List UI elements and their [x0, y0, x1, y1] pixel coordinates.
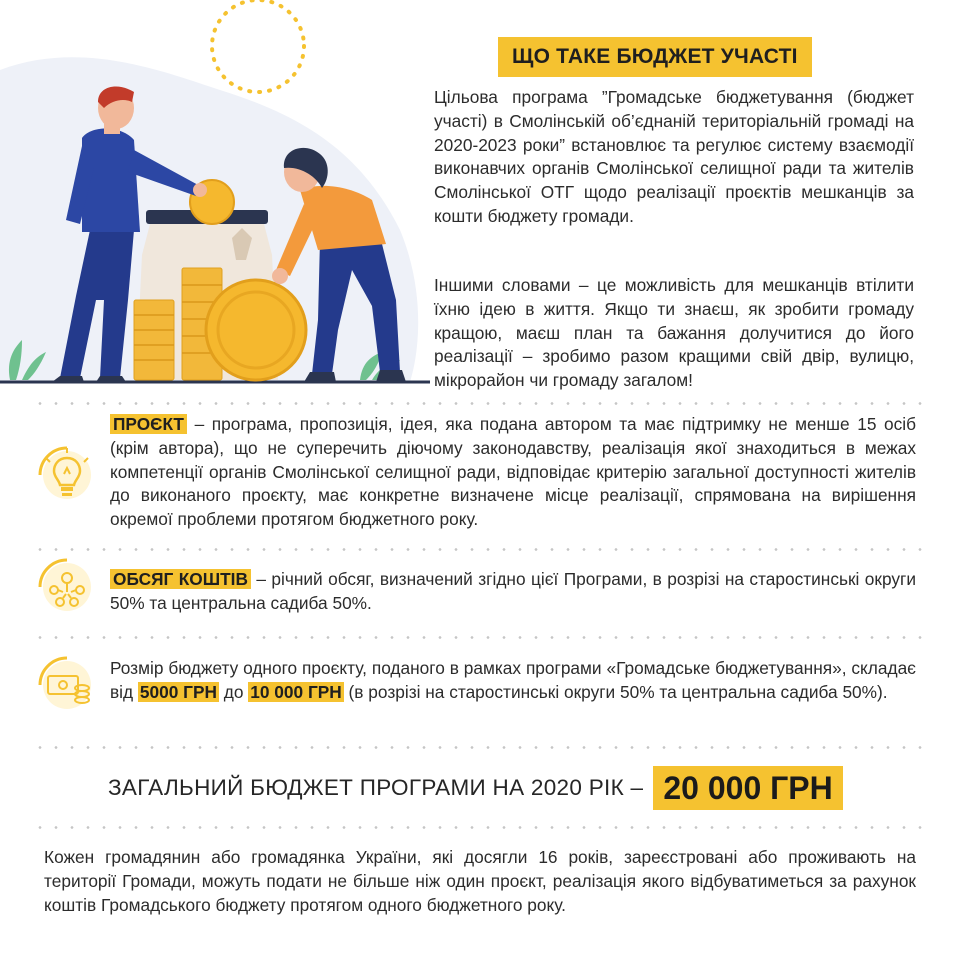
divider — [32, 548, 928, 551]
intro-paragraph-1: Цільова програма ”Громадське бюджетування (бюджет участі) в Смолінській об’єднаній територіальній громаді на 2020-2023 роки” встановлює та регулює систему взаємодії виконавчих органів Смолінської селищної ради та жителів Смолінської ОТГ щодо реалізації проєктів мешканців за кошти бюджету громади. — [434, 87, 914, 226]
budget-illustration — [0, 0, 440, 390]
intro-paragraph-2: Іншими словами – це можливість для мешканців втілити їхню ідею в життя. Якщо ти знаєш, як зробити громаду кращою, маєш план та бажання долучитися до його реалізації – зробимо разом кращими свій двір, вулицю, мікрорайон чи громаду загалом! — [434, 275, 914, 391]
funds-term: ОБСЯГ КОШТІВ — [110, 569, 251, 589]
total-budget-label: ЗАГАЛЬНИЙ БЮДЖЕТ ПРОГРАМИ НА 2020 РІК – — [108, 775, 644, 800]
money-icon — [36, 654, 98, 716]
heading-badge — [498, 37, 812, 77]
funds-text: – річний обсяг, визначений згідно цієї Програми, в розрізі на старостинські округи 50% та центральна садиба 50%. — [110, 569, 916, 613]
size-text-mid: до — [218, 681, 249, 702]
project-budget-size — [110, 657, 916, 705]
page-title: ЩО ТАКЕ БЮДЖЕТ УЧАСТІ — [512, 45, 798, 68]
funds-definition — [110, 568, 916, 616]
max-amount: 10 000 ГРН — [250, 681, 342, 702]
size-text-after: (в розрізі на старостинські округи 50% та центральна садиба 50%). — [343, 681, 888, 702]
divider — [32, 402, 928, 405]
project-term: ПРОЄКТ — [110, 414, 187, 434]
project-definition — [110, 413, 916, 532]
dotted-circle — [212, 0, 304, 92]
lightbulb-icon — [36, 444, 98, 506]
divider — [32, 826, 928, 829]
total-budget-amount: 20 000 ГРН — [653, 766, 842, 810]
eligibility-paragraph: Кожен громадянин або громадянка України, які досягли 16 років, зареєстровані або проживають на території Громади, можуть подати не більше ніж один проєкт, реалізація якого відбуватиметься за рахунок коштів Громадського бюджету протягом одного бюджетного року. — [44, 847, 916, 915]
total-budget-row — [108, 766, 843, 810]
network-icon — [36, 556, 98, 618]
project-text: – програма, пропозиція, ідея, яка подана автором та має підтримку не менше 15 осіб (крім автора), що не суперечить діючому законодавству, реалізація якої знаходиться в межах компетенції органів Смолінської селищної ради, відповідає критерію загальної доступності жителів до виконаного проєкту, має конкретне визначене місце реалізації, спрямована на вирішення окремої проблеми протягом бюджетного року. — [110, 414, 916, 530]
divider — [32, 746, 928, 749]
divider — [32, 636, 928, 639]
min-amount: 5000 ГРН — [139, 681, 217, 702]
big-coin — [206, 280, 306, 380]
size-text-before: Розмір бюджету одного проєкту, поданого в рамках програми «Громадське бюджетування», складає від — [110, 658, 916, 702]
